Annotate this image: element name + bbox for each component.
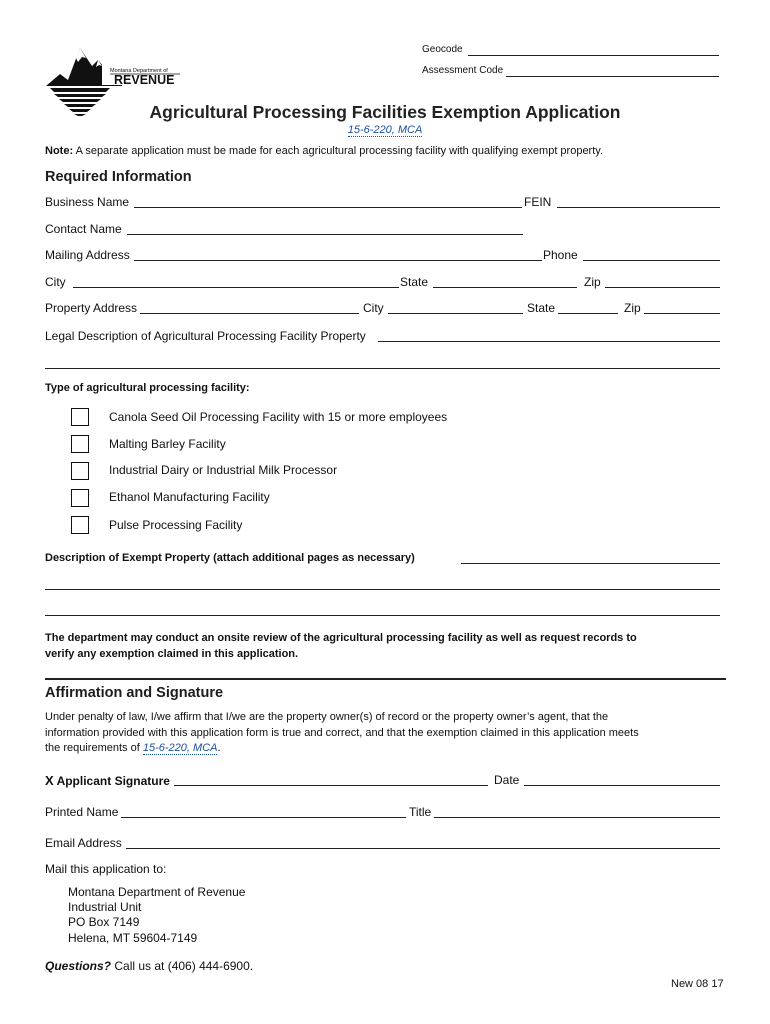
mail-address-line1: Montana Department of Revenue: [68, 885, 246, 899]
printed-name-label: Printed Name: [45, 805, 119, 819]
malting-barley-checkbox[interactable]: [71, 435, 89, 453]
page-title: Agricultural Processing Facilities Exemption Application: [149, 102, 621, 122]
signature-label: Applicant Signature: [56, 774, 170, 788]
date-label: Date: [494, 773, 520, 787]
geocode-field[interactable]: [468, 55, 719, 56]
note-text: A separate application must be made for each agricultural processing facility with qualifying exempt property.: [75, 145, 604, 157]
property-state-field[interactable]: [558, 313, 618, 314]
title-field[interactable]: [434, 817, 720, 818]
logo-title: REVENUE: [114, 73, 175, 87]
facility-type-heading: Type of agricultural processing facility:: [45, 382, 250, 394]
mail-address-line4: Helena, MT 59604-7149: [68, 931, 198, 945]
review-notice-line1: The department may conduct an onsite review of the agricultural processing facility as well as request records to: [45, 632, 637, 644]
contact-name-label: Contact Name: [45, 222, 122, 236]
property-address-field[interactable]: [140, 313, 359, 314]
questions-line: [45, 959, 253, 973]
canola-option-label: Canola Seed Oil Processing Facility with 15 or more employees: [109, 410, 448, 424]
contact-name-field[interactable]: [127, 234, 523, 235]
property-zip-field[interactable]: [644, 313, 720, 314]
fein-field[interactable]: [557, 207, 720, 208]
geocode-label: Geocode: [422, 44, 463, 55]
state-label: State: [400, 275, 429, 289]
signature-line: [45, 773, 170, 788]
property-address-label: Property Address: [45, 301, 138, 315]
legal-description-field[interactable]: [378, 341, 720, 342]
statute-link[interactable]: 15-6-220, MCA: [347, 124, 423, 136]
exempt-property-field[interactable]: [461, 563, 720, 564]
email-label: Email Address: [45, 836, 122, 850]
legal-description-field-line2[interactable]: [45, 368, 720, 369]
zip-field[interactable]: [605, 287, 720, 288]
property-state-label: State: [527, 301, 556, 315]
affirmation-text-line3: [45, 742, 221, 754]
title-label: Title: [409, 805, 432, 819]
affirmation-heading: Affirmation and Signature: [45, 685, 224, 701]
questions-label: Questions?: [45, 959, 112, 973]
affirmation-statute-link[interactable]: 15-6-220, MCA: [142, 742, 218, 754]
canola-checkbox[interactable]: [71, 408, 89, 426]
property-city-label: City: [363, 301, 384, 315]
affirmation-prefix: the requirements of: [45, 742, 140, 754]
form-version: New 08 17: [671, 978, 724, 990]
note-label: Note:: [45, 145, 74, 157]
dairy-option-label: Industrial Dairy or Industrial Milk Processor: [109, 463, 338, 477]
questions-text: Call us at (406) 444-6900.: [114, 959, 254, 973]
exempt-property-field-line2[interactable]: [45, 589, 720, 590]
property-zip-label: Zip: [624, 301, 641, 315]
printed-name-field[interactable]: [121, 817, 406, 818]
logo-subtitle: Montana Department of: [110, 68, 168, 74]
assessment-code-field[interactable]: [506, 76, 719, 77]
mailing-address-label: Mailing Address: [45, 248, 130, 262]
dairy-checkbox[interactable]: [71, 462, 89, 480]
city-field[interactable]: [73, 287, 399, 288]
ethanol-option-label: Ethanol Manufacturing Facility: [109, 490, 270, 504]
phone-label: Phone: [543, 248, 578, 262]
city-label: City: [45, 275, 66, 289]
business-name-label: Business Name: [45, 195, 130, 209]
mail-address-line3: PO Box 7149: [68, 915, 140, 929]
exempt-property-label: Description of Exempt Property (attach additional pages as necessary): [45, 552, 415, 564]
property-city-field[interactable]: [388, 313, 523, 314]
phone-field[interactable]: [583, 260, 720, 261]
signature-field[interactable]: [174, 785, 488, 786]
mail-address-line2: Industrial Unit: [68, 900, 142, 914]
ethanol-checkbox[interactable]: [71, 489, 89, 507]
mail-to-label: Mail this application to:: [45, 862, 167, 876]
legal-description-label: Legal Description of Agricultural Processing Facility Property: [45, 329, 366, 343]
pulse-option-label: Pulse Processing Facility: [109, 518, 243, 532]
note-line: [45, 145, 603, 157]
section-divider: [45, 678, 726, 680]
zip-label: Zip: [584, 275, 601, 289]
business-name-field[interactable]: [134, 207, 522, 208]
signature-x-mark: X: [45, 773, 54, 788]
affirmation-text-line2: information provided with this application form is true and correct, and that the exemption claimed in this application meets: [45, 727, 639, 739]
assessment-code-label: Assessment Code: [422, 65, 504, 76]
exempt-property-field-line3[interactable]: [45, 615, 720, 616]
affirmation-suffix: .: [217, 742, 221, 754]
malting-barley-option-label: Malting Barley Facility: [109, 437, 226, 451]
affirmation-text-line1: Under penalty of law, I/we affirm that I/we are the property owner(s) of record or the property owner’s agent, that the: [45, 711, 609, 723]
fein-label: FEIN: [524, 195, 552, 209]
date-field[interactable]: [524, 785, 720, 786]
email-field[interactable]: [126, 848, 720, 849]
pulse-checkbox[interactable]: [71, 516, 89, 534]
required-info-heading: Required Information: [45, 169, 192, 185]
mailing-address-field[interactable]: [134, 260, 542, 261]
state-field[interactable]: [433, 287, 577, 288]
review-notice-line2: verify any exemption claimed in this application.: [45, 648, 299, 660]
